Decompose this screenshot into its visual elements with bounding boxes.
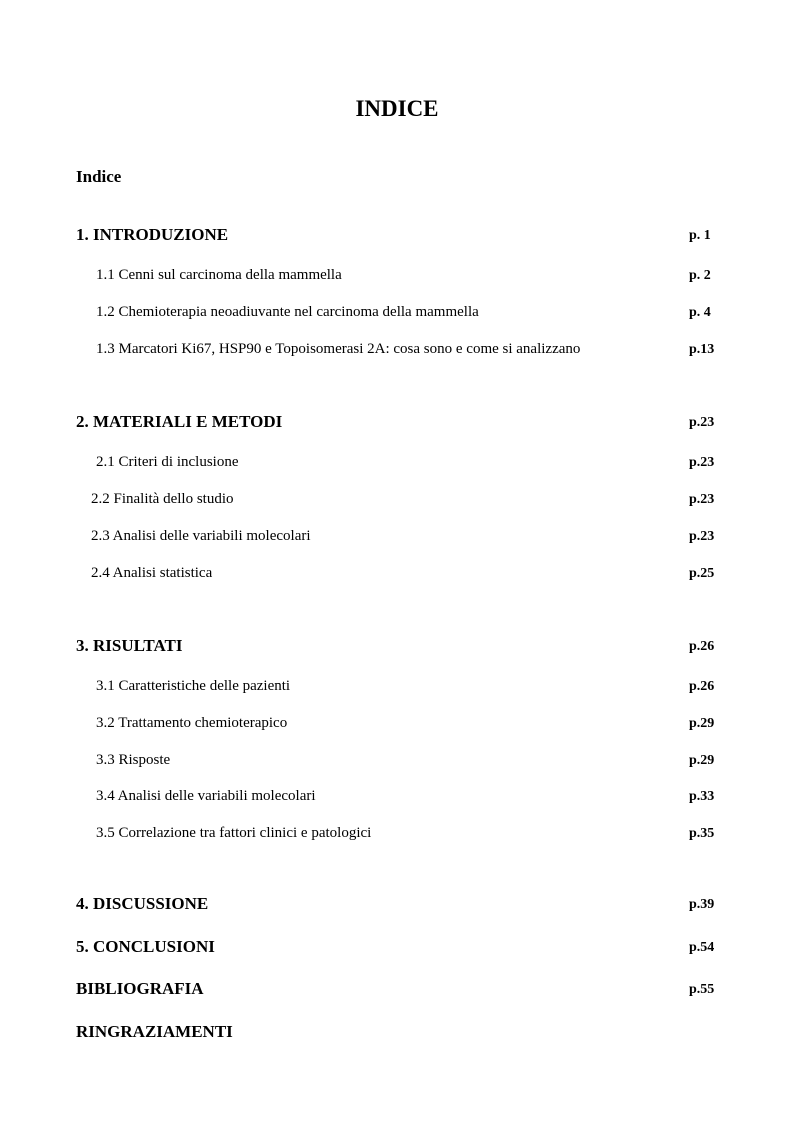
toc-page-number: p.54 [689,940,715,955]
toc-label: 2.4 Analisi statistica [91,565,213,581]
toc-label: 1. INTRODUZIONE [76,225,229,244]
toc-section-3-3 [0,752,794,774]
toc-section-3-5 [0,825,794,847]
toc-page-number: p.23 [689,529,715,544]
toc-section-1-3 [0,341,794,363]
toc-chapter-3 [0,636,794,658]
toc-page-number: p.26 [689,639,715,654]
toc-page-number: p.33 [689,789,715,804]
toc-chapter-5 [0,937,794,959]
toc-label: BIBLIOGRAFIA [76,979,204,998]
toc-section-2-3 [0,528,794,550]
toc-label: 2.2 Finalità dello studio [91,491,234,507]
toc-page-number: p.23 [689,455,715,470]
toc-label: 3.1 Caratteristiche delle pazienti [96,678,291,694]
toc-page-number: p.13 [689,342,715,357]
toc-label: 2.3 Analisi delle variabili molecolari [91,528,311,544]
toc-page-number: p.29 [689,716,715,731]
toc-label: 3.3 Risposte [96,752,171,768]
toc-label: RINGRAZIAMENTI [76,1022,233,1041]
toc-chapter-2 [0,412,794,434]
toc-label: 5. CONCLUSIONI [76,937,215,956]
toc-section-2-2 [0,491,794,513]
toc-label: 3.4 Analisi delle variabili molecolari [96,788,316,804]
toc-page-number: p. 4 [689,305,711,320]
toc-page-number: p.39 [689,897,715,912]
toc-label: 3. RISULTATI [76,636,183,655]
toc-label: 1.3 Marcatori Ki67, HSP90 e Topoisomerasi 2A: cosa sono e come si analizzano [96,341,581,357]
toc-chapter-1 [0,225,794,247]
toc-bibliography [0,979,794,1001]
toc-section-3-4 [0,788,794,810]
toc-label: 2.1 Criteri di inclusione [96,454,239,470]
toc-label: 3.5 Correlazione tra fattori clinici e patologici [96,825,372,841]
toc-label: 3.2 Trattamento chemioterapico [96,715,288,731]
toc-section-3-1 [0,678,794,700]
index-subtitle: Indice [76,167,122,186]
toc-label: 1.2 Chemioterapia neoadiuvante nel carcinoma della mammella [96,304,479,320]
toc-page-number: p.26 [689,679,715,694]
toc-page-number: p.55 [689,982,715,997]
toc-page-number: p. 2 [689,268,711,283]
toc-section-2-4 [0,565,794,587]
page-title: INDICE [355,96,439,121]
toc-section-3-2 [0,715,794,737]
toc-label: 2. MATERIALI E METODI [76,412,283,431]
toc-page-number: p.23 [689,492,715,507]
toc-page-number: p.35 [689,826,715,841]
toc-page-number: p. 1 [689,228,711,243]
toc-section-2-1 [0,454,794,476]
toc-page-number: p.29 [689,753,715,768]
toc-acknowledgements [0,1022,794,1044]
toc-page-number: p.23 [689,415,715,430]
toc-section-1-2 [0,304,794,326]
toc-page-number: p.25 [689,566,715,581]
toc-section-1-1 [0,267,794,289]
toc-label: 4. DISCUSSIONE [76,894,209,913]
toc-chapter-4 [0,894,794,916]
toc-label: 1.1 Cenni sul carcinoma della mammella [96,267,342,283]
